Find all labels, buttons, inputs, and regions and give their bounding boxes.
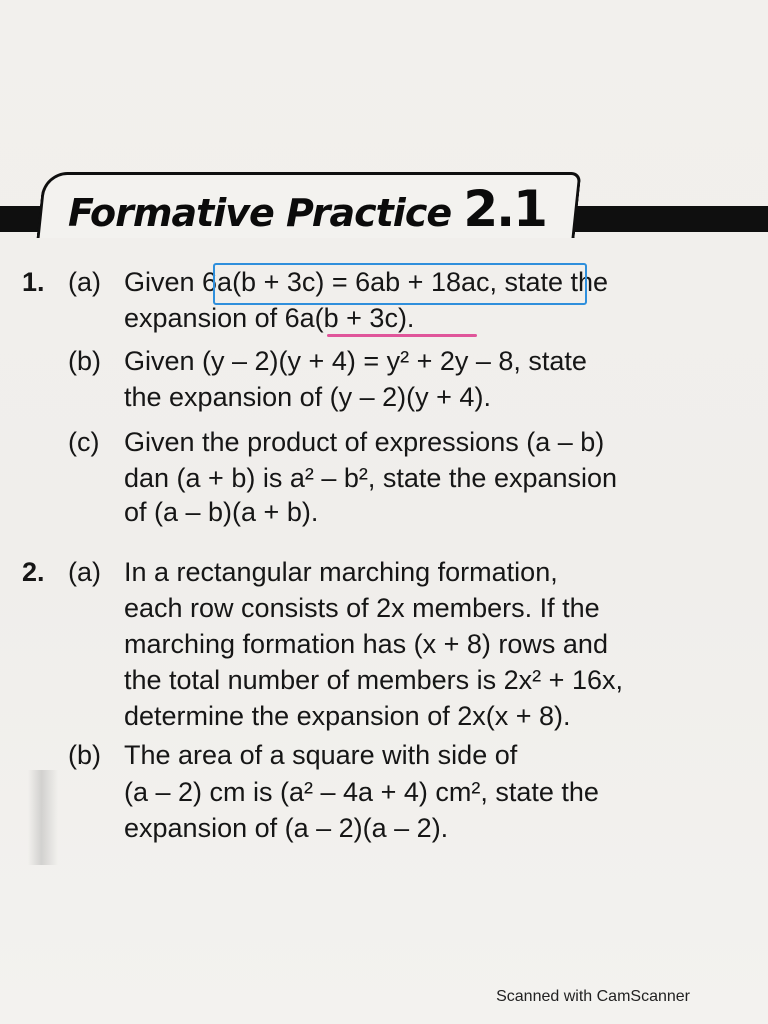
part-label: (a) [68, 557, 101, 587]
q2a-line-3: marching formation has (x + 8) rows and [124, 629, 608, 659]
q1b-line-2: the expansion of (y – 2)(y + 4). [124, 382, 491, 412]
question-number: 2. [22, 557, 45, 587]
question-number: 1. [22, 267, 45, 297]
q1c-line-1: Given the product of expressions (a – b) [124, 427, 605, 457]
q2a-line-2: each row consists of 2x members. If the [124, 593, 600, 623]
title-number: 2.1 [463, 180, 546, 238]
q1c-line-2: dan (a + b) is a² – b², state the expansion [124, 463, 618, 493]
q2a-line-5: determine the expansion of 2x(x + 8). [124, 701, 571, 731]
scanner-watermark: Scanned with CamScanner [496, 988, 690, 1005]
q2a-line-1: In a rectangular marching formation, [124, 557, 558, 587]
q1a-line-1: Given 6a(b + 3c) = 6ab + 18ac, state the [124, 267, 609, 297]
part-label: (b) [68, 740, 101, 770]
highlight-box [213, 263, 587, 305]
q1c-line-3: of (a – b)(a + b). [124, 497, 319, 527]
part-label: (c) [68, 427, 100, 457]
title-text: Formative Practice [68, 191, 452, 235]
page-title [68, 180, 546, 238]
scan-shadow [28, 770, 58, 865]
q1a-line-2: expansion of 6a(b + 3c). [124, 303, 415, 333]
q2b-line-3: expansion of (a – 2)(a – 2). [124, 813, 449, 843]
q2b-line-1: The area of a square with side of [124, 740, 518, 770]
q2a-line-4: the total number of members is 2x² + 16x, [124, 665, 623, 695]
part-label: (a) [68, 267, 101, 297]
highlight-underline [327, 334, 477, 337]
part-label: (b) [68, 346, 101, 376]
q2b-line-2: (a – 2) cm is (a² – 4a + 4) cm², state the [124, 777, 599, 807]
q1b-line-1: Given (y – 2)(y + 4) = y² + 2y – 8, state [124, 346, 587, 376]
